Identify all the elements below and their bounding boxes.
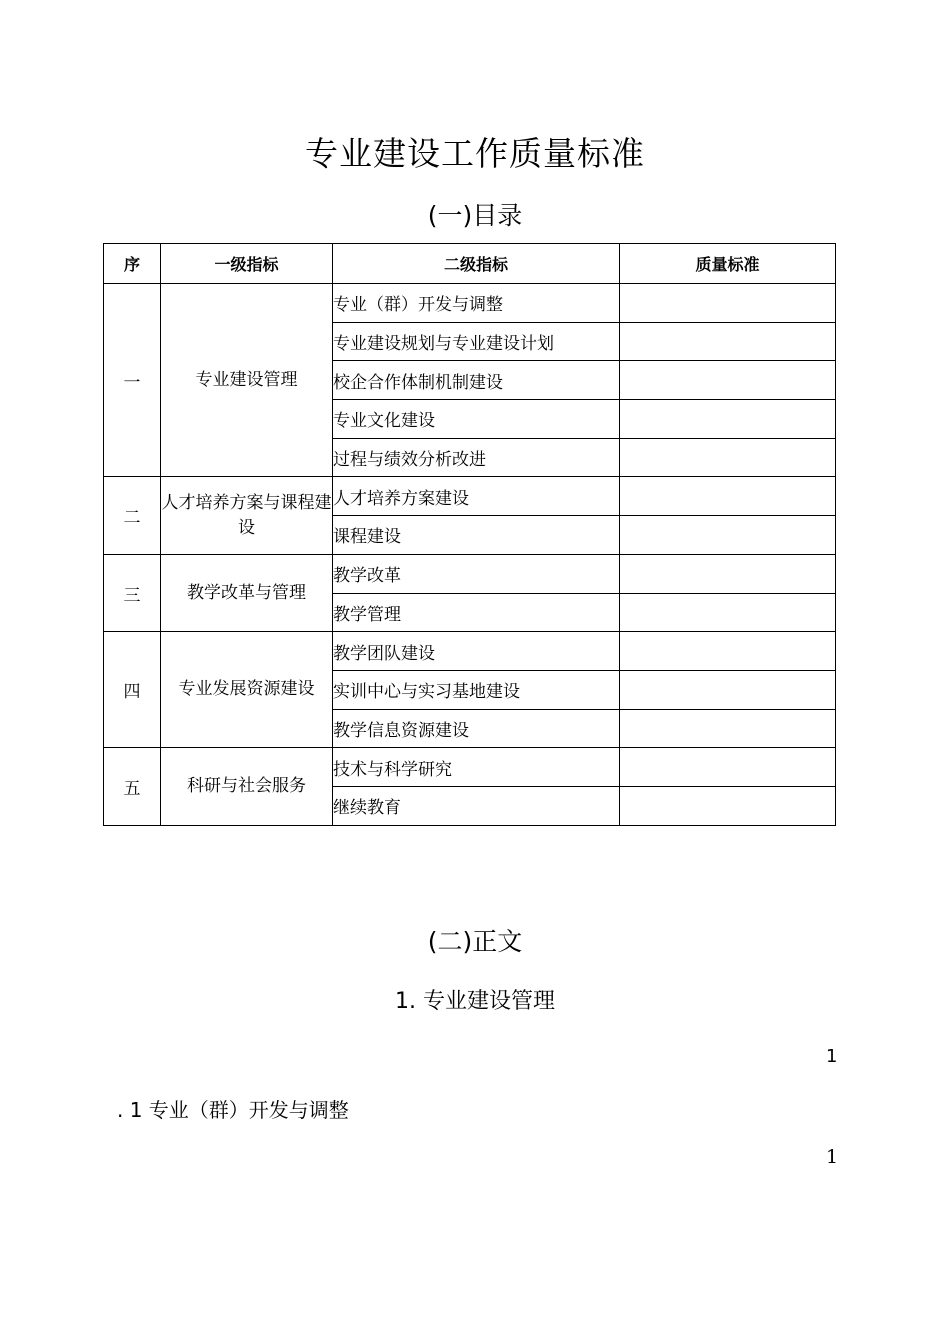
table-row <box>104 284 836 323</box>
level2-cell: 教学管理 <box>333 593 620 632</box>
level2-cell: 专业建设规划与专业建设计划 <box>333 322 620 361</box>
page-marker: 1 <box>826 1046 838 1067</box>
quality-cell <box>620 593 836 632</box>
table-header-row <box>104 244 836 284</box>
level2-cell: 教学信息资源建设 <box>333 709 620 748</box>
table-row <box>104 748 836 787</box>
toc-table <box>103 243 836 826</box>
quality-cell <box>620 516 836 555</box>
seq-cell: 二 <box>104 477 161 554</box>
quality-cell <box>620 477 836 516</box>
level2-cell: 人才培养方案建设 <box>333 477 620 516</box>
level1-cell: 教学改革与管理 <box>161 554 333 631</box>
level2-cell: 实训中心与实习基地建设 <box>333 670 620 709</box>
level1-cell: 专业建设管理 <box>161 284 333 477</box>
quality-cell <box>620 361 836 400</box>
seq-cell: 四 <box>104 632 161 748</box>
quality-cell <box>620 400 836 439</box>
level2-cell: 课程建设 <box>333 516 620 555</box>
level1-cell: 人才培养方案与课程建设 <box>161 477 333 554</box>
body-heading: (二)正文 <box>427 927 523 956</box>
level2-cell: 技术与科学研究 <box>333 748 620 787</box>
quality-cell <box>620 284 836 323</box>
quality-cell <box>620 670 836 709</box>
document-title: 专业建设工作质量标准 <box>305 134 645 173</box>
level2-cell: 专业文化建设 <box>333 400 620 439</box>
level2-cell: 专业（群）开发与调整 <box>333 284 620 323</box>
table-row <box>104 477 836 516</box>
level2-cell: 教学改革 <box>333 554 620 593</box>
quality-cell <box>620 709 836 748</box>
seq-cell: 三 <box>104 554 161 631</box>
seq-cell: 五 <box>104 748 161 825</box>
table-row <box>104 554 836 593</box>
section-heading: 1. 专业建设管理 <box>395 989 555 1014</box>
subsection-heading: . 1 专业（群）开发与调整 <box>117 1098 349 1122</box>
quality-cell <box>620 632 836 671</box>
seq-cell: 一 <box>104 284 161 477</box>
quality-cell <box>620 748 836 787</box>
level1-cell: 科研与社会服务 <box>161 748 333 825</box>
quality-cell <box>620 438 836 477</box>
quality-cell <box>620 322 836 361</box>
page-marker: 1 <box>826 1146 839 1168</box>
toc-heading: (一)目录 <box>427 201 523 230</box>
quality-cell <box>620 786 836 825</box>
level2-cell: 继续教育 <box>333 786 620 825</box>
quality-cell <box>620 554 836 593</box>
header-quality: 质量标准 <box>620 244 836 284</box>
header-seq: 序 <box>104 244 161 284</box>
header-level2: 二级指标 <box>333 244 620 284</box>
level1-cell: 专业发展资源建设 <box>161 632 333 748</box>
level2-cell: 过程与绩效分析改进 <box>333 438 620 477</box>
level2-cell: 教学团队建设 <box>333 632 620 671</box>
table-row <box>104 632 836 671</box>
toc-body <box>104 284 836 826</box>
header-level1: 一级指标 <box>161 244 333 284</box>
level2-cell: 校企合作体制机制建设 <box>333 361 620 400</box>
